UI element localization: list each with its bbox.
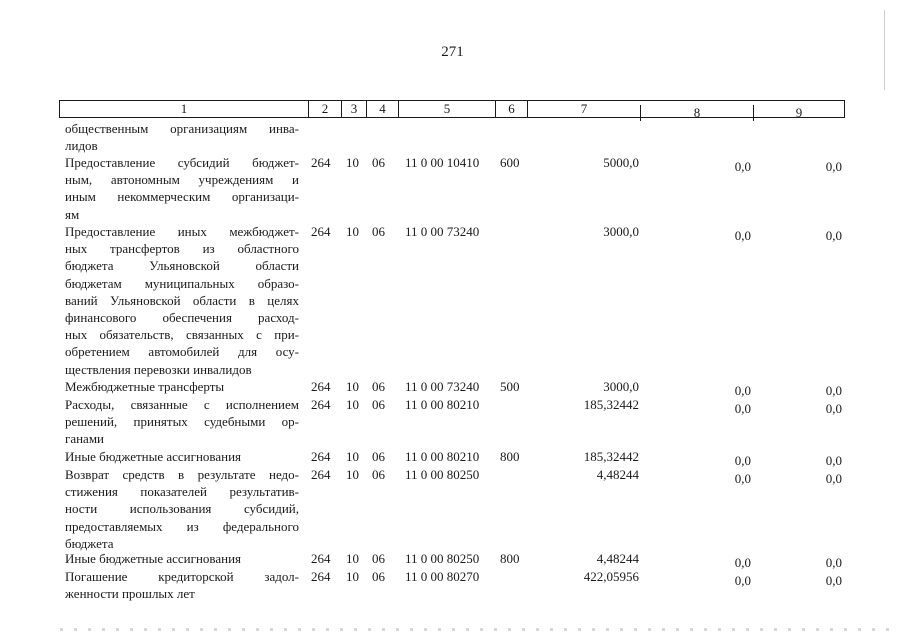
description-line: иным некоммерческим организаци- — [65, 189, 299, 205]
description-line: ных обязательств, связанных с при- — [65, 327, 299, 343]
description-line: женности прошлых лет — [65, 586, 195, 602]
row-description — [65, 568, 299, 602]
cell-col-9: 0,0 — [825, 471, 842, 486]
row-description — [65, 466, 299, 552]
description-line: ных трансфертов из областного — [65, 241, 299, 257]
cell-col-7: 422,05956 — [583, 569, 639, 584]
cell-col-2: 264 — [311, 449, 331, 464]
cell-col-7: 3000,0 — [603, 224, 639, 239]
cell-col-4: 06 — [372, 569, 385, 584]
description-line: Предоставление иных межбюджет- — [65, 224, 299, 239]
header-col-9: 9 — [753, 105, 844, 121]
cell-col-4: 06 — [372, 467, 385, 482]
row-description — [65, 396, 299, 448]
description-line: ваний Ульяновской области в целях — [65, 292, 299, 308]
cell-col-5: 11 0 00 80250 — [405, 467, 480, 482]
cell-col-9: 0,0 — [825, 453, 842, 468]
header-col-1: 1 — [180, 101, 188, 116]
row-description — [65, 378, 299, 395]
cell-col-3: 10 — [346, 155, 359, 170]
cell-col-7: 185,32442 — [583, 397, 639, 412]
cell-col-9: 0,0 — [825, 383, 842, 398]
cell-col-4: 06 — [372, 379, 385, 394]
cell-col-9: 0,0 — [825, 228, 842, 243]
cell-col-8: 0,0 — [734, 401, 751, 416]
cell-col-2: 264 — [311, 397, 331, 412]
header-col-2: 2 — [308, 101, 341, 117]
description-line: обретением автомобилей для осу- — [65, 344, 299, 360]
cell-col-3: 10 — [346, 379, 359, 394]
cell-col-2: 264 — [311, 551, 331, 566]
cell-col-3: 10 — [346, 224, 359, 239]
cell-col-9: 0,0 — [825, 573, 842, 588]
description-line: бюджета Ульяновской области — [65, 258, 299, 274]
cell-col-2: 264 — [311, 379, 331, 394]
description-line: стижения показателей результатив- — [65, 484, 299, 500]
cell-col-5: 11 0 00 80270 — [405, 569, 480, 584]
cell-col-5: 11 0 00 73240 — [405, 224, 480, 239]
description-line: предоставляемых из федерального — [65, 518, 299, 534]
description-line: ям — [65, 206, 80, 222]
cell-col-6: 800 — [500, 551, 520, 566]
row-description — [65, 120, 299, 154]
cell-col-8: 0,0 — [734, 573, 751, 588]
header-col-6: 6 — [495, 101, 527, 117]
description-line: лидов — [65, 138, 98, 154]
description-line: ганами — [65, 431, 105, 447]
cell-col-2: 264 — [311, 467, 331, 482]
cell-col-7: 4,48244 — [596, 551, 639, 566]
cell-col-2: 264 — [311, 155, 331, 170]
cell-col-4: 06 — [372, 155, 385, 170]
cell-col-3: 10 — [346, 467, 359, 482]
cell-col-6: 500 — [500, 379, 520, 394]
cell-col-8: 0,0 — [734, 383, 751, 398]
cell-col-3: 10 — [346, 551, 359, 566]
cell-col-8: 0,0 — [734, 159, 751, 174]
description-line: Иные бюджетные ассигнования — [65, 551, 242, 566]
description-line: Возврат средств в результате недо- — [65, 467, 299, 482]
cell-col-5: 11 0 00 80210 — [405, 397, 480, 412]
cell-col-3: 10 — [346, 569, 359, 584]
cell-col-2: 264 — [311, 569, 331, 584]
cell-col-7: 3000,0 — [603, 379, 639, 394]
description-line: ности использования субсидий, — [65, 501, 299, 517]
cell-col-7: 185,32442 — [583, 449, 639, 464]
row-description — [65, 448, 299, 465]
cell-col-5: 11 0 00 73240 — [405, 379, 480, 394]
scan-noise-line — [60, 628, 890, 631]
row-description — [65, 550, 299, 567]
cell-col-2: 264 — [311, 224, 331, 239]
header-col-3: 3 — [341, 101, 366, 117]
description-line: решений, принятых судебными ор- — [65, 414, 299, 430]
cell-col-4: 06 — [372, 397, 385, 412]
cell-col-5: 11 0 00 10410 — [405, 155, 480, 170]
cell-col-6: 800 — [500, 449, 520, 464]
description-line: финансового обеспечения расход- — [65, 309, 299, 325]
description-line: Расходы, связанные с исполнением — [65, 397, 299, 412]
description-line: бюджетам муниципальных образо- — [65, 275, 299, 291]
header-col-5: 5 — [398, 101, 495, 117]
description-line: Предоставление субсидий бюджет- — [65, 155, 299, 170]
cell-col-4: 06 — [372, 551, 385, 566]
description-line: общественным организациям инва- — [65, 121, 299, 136]
description-line: Межбюджетные трансферты — [65, 379, 225, 394]
cell-col-3: 10 — [346, 449, 359, 464]
row-description — [65, 154, 299, 223]
cell-col-7: 5000,0 — [603, 155, 639, 170]
cell-col-9: 0,0 — [825, 555, 842, 570]
description-line: Иные бюджетные ассигнования — [65, 449, 242, 464]
cell-col-5: 11 0 00 80250 — [405, 551, 480, 566]
description-line: ществления перевозки инвалидов — [65, 361, 252, 377]
cell-col-6: 600 — [500, 155, 520, 170]
cell-col-8: 0,0 — [734, 555, 751, 570]
header-col-4: 4 — [366, 101, 398, 117]
cell-col-3: 10 — [346, 397, 359, 412]
header-col-7: 7 — [527, 101, 640, 117]
cell-col-8: 0,0 — [734, 228, 751, 243]
cell-col-8: 0,0 — [734, 453, 751, 468]
cell-col-8: 0,0 — [734, 471, 751, 486]
cell-col-9: 0,0 — [825, 159, 842, 174]
cell-col-7: 4,48244 — [596, 467, 639, 482]
cell-col-9: 0,0 — [825, 401, 842, 416]
cell-col-5: 11 0 00 80210 — [405, 449, 480, 464]
header-col-8: 8 — [640, 105, 753, 121]
description-line: Погашение кредиторской задол- — [65, 569, 299, 584]
page-number: 271 — [441, 44, 464, 60]
cell-col-4: 06 — [372, 224, 385, 239]
cell-col-4: 06 — [372, 449, 385, 464]
row-description — [65, 223, 299, 378]
description-line: бюджета — [65, 535, 114, 551]
description-line: ным, автономным учреждениям и — [65, 172, 299, 188]
